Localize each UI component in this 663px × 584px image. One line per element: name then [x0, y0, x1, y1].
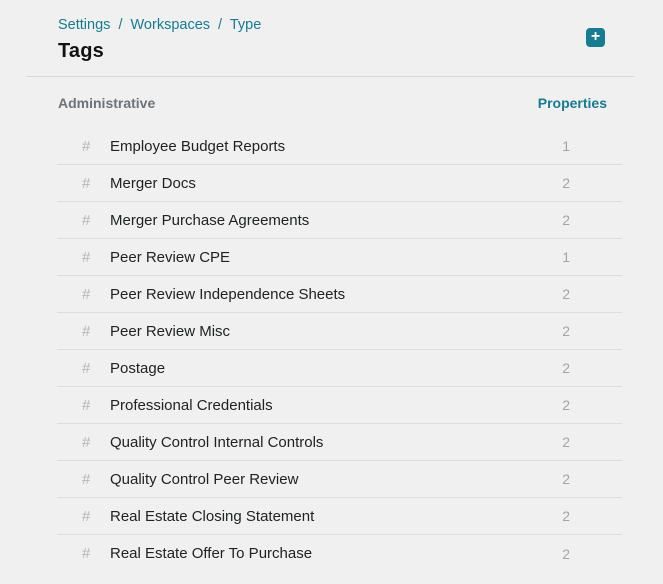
breadcrumb-workspaces[interactable]: Workspaces — [130, 17, 211, 33]
tag-count: 2 — [562, 286, 570, 302]
hash-icon: # — [82, 174, 91, 192]
tag-label: Peer Review Misc — [110, 322, 231, 340]
tag-count: 2 — [562, 212, 570, 228]
tag-label: Employee Budget Reports — [110, 137, 286, 155]
tag-row[interactable] — [57, 424, 622, 461]
tag-row[interactable] — [57, 239, 622, 276]
tag-label: Peer Review Independence Sheets — [110, 285, 346, 303]
hash-icon: # — [82, 433, 91, 451]
tag-row[interactable] — [57, 461, 622, 498]
breadcrumb-settings[interactable]: Settings — [58, 17, 111, 33]
hash-icon: # — [82, 211, 91, 229]
tag-label: Merger Docs — [110, 174, 196, 192]
breadcrumb-type[interactable]: Type — [229, 17, 262, 33]
hash-icon: # — [82, 507, 91, 525]
tag-label: Postage — [110, 359, 166, 377]
tag-count: 1 — [562, 138, 570, 154]
hash-icon: # — [82, 137, 91, 155]
tag-count: 2 — [562, 508, 570, 524]
properties-link[interactable]: Properties — [537, 94, 607, 111]
tag-row[interactable] — [57, 350, 622, 387]
tag-count: 2 — [562, 545, 570, 562]
hash-icon: # — [82, 322, 91, 340]
tag-row[interactable] — [57, 387, 622, 424]
tag-count: 2 — [562, 471, 570, 487]
tag-count: 2 — [562, 360, 570, 376]
tag-list — [57, 128, 622, 572]
tag-row[interactable] — [57, 276, 622, 313]
tag-label: Quality Control Peer Review — [110, 470, 299, 488]
hash-icon: # — [82, 470, 91, 488]
tag-row[interactable] — [57, 128, 622, 165]
breadcrumb — [58, 17, 605, 34]
tag-label: Real Estate Offer To Purchase — [110, 545, 313, 562]
tag-list-header — [0, 77, 663, 128]
tag-row[interactable] — [57, 165, 622, 202]
tag-label: Quality Control Internal Controls — [110, 433, 324, 451]
hash-icon: # — [82, 359, 91, 377]
hash-icon: # — [82, 545, 91, 562]
page-title: Tags — [58, 40, 104, 62]
page-header — [0, 0, 663, 76]
tag-row[interactable] — [57, 202, 622, 239]
hash-icon: # — [82, 248, 91, 266]
tag-count: 2 — [562, 175, 570, 191]
hash-icon: # — [82, 285, 91, 303]
breadcrumb-separator: / — [218, 17, 223, 33]
tag-label: Merger Purchase Agreements — [110, 211, 310, 229]
tag-label: Real Estate Closing Statement — [110, 507, 315, 525]
add-tag-button[interactable] — [586, 28, 605, 47]
group-label: Administrative — [58, 94, 156, 111]
hash-icon: # — [82, 396, 91, 414]
breadcrumb-separator: / — [118, 17, 123, 33]
tag-row[interactable] — [57, 535, 622, 572]
tag-count: 2 — [562, 434, 570, 450]
tag-count: 2 — [562, 323, 570, 339]
tag-count: 1 — [562, 249, 570, 265]
tag-row[interactable] — [57, 498, 622, 535]
tag-row[interactable] — [57, 313, 622, 350]
tag-label: Peer Review CPE — [110, 248, 231, 266]
tag-count: 2 — [562, 397, 570, 413]
tag-label: Professional Credentials — [110, 396, 273, 414]
plus-icon: + — [590, 27, 601, 45]
